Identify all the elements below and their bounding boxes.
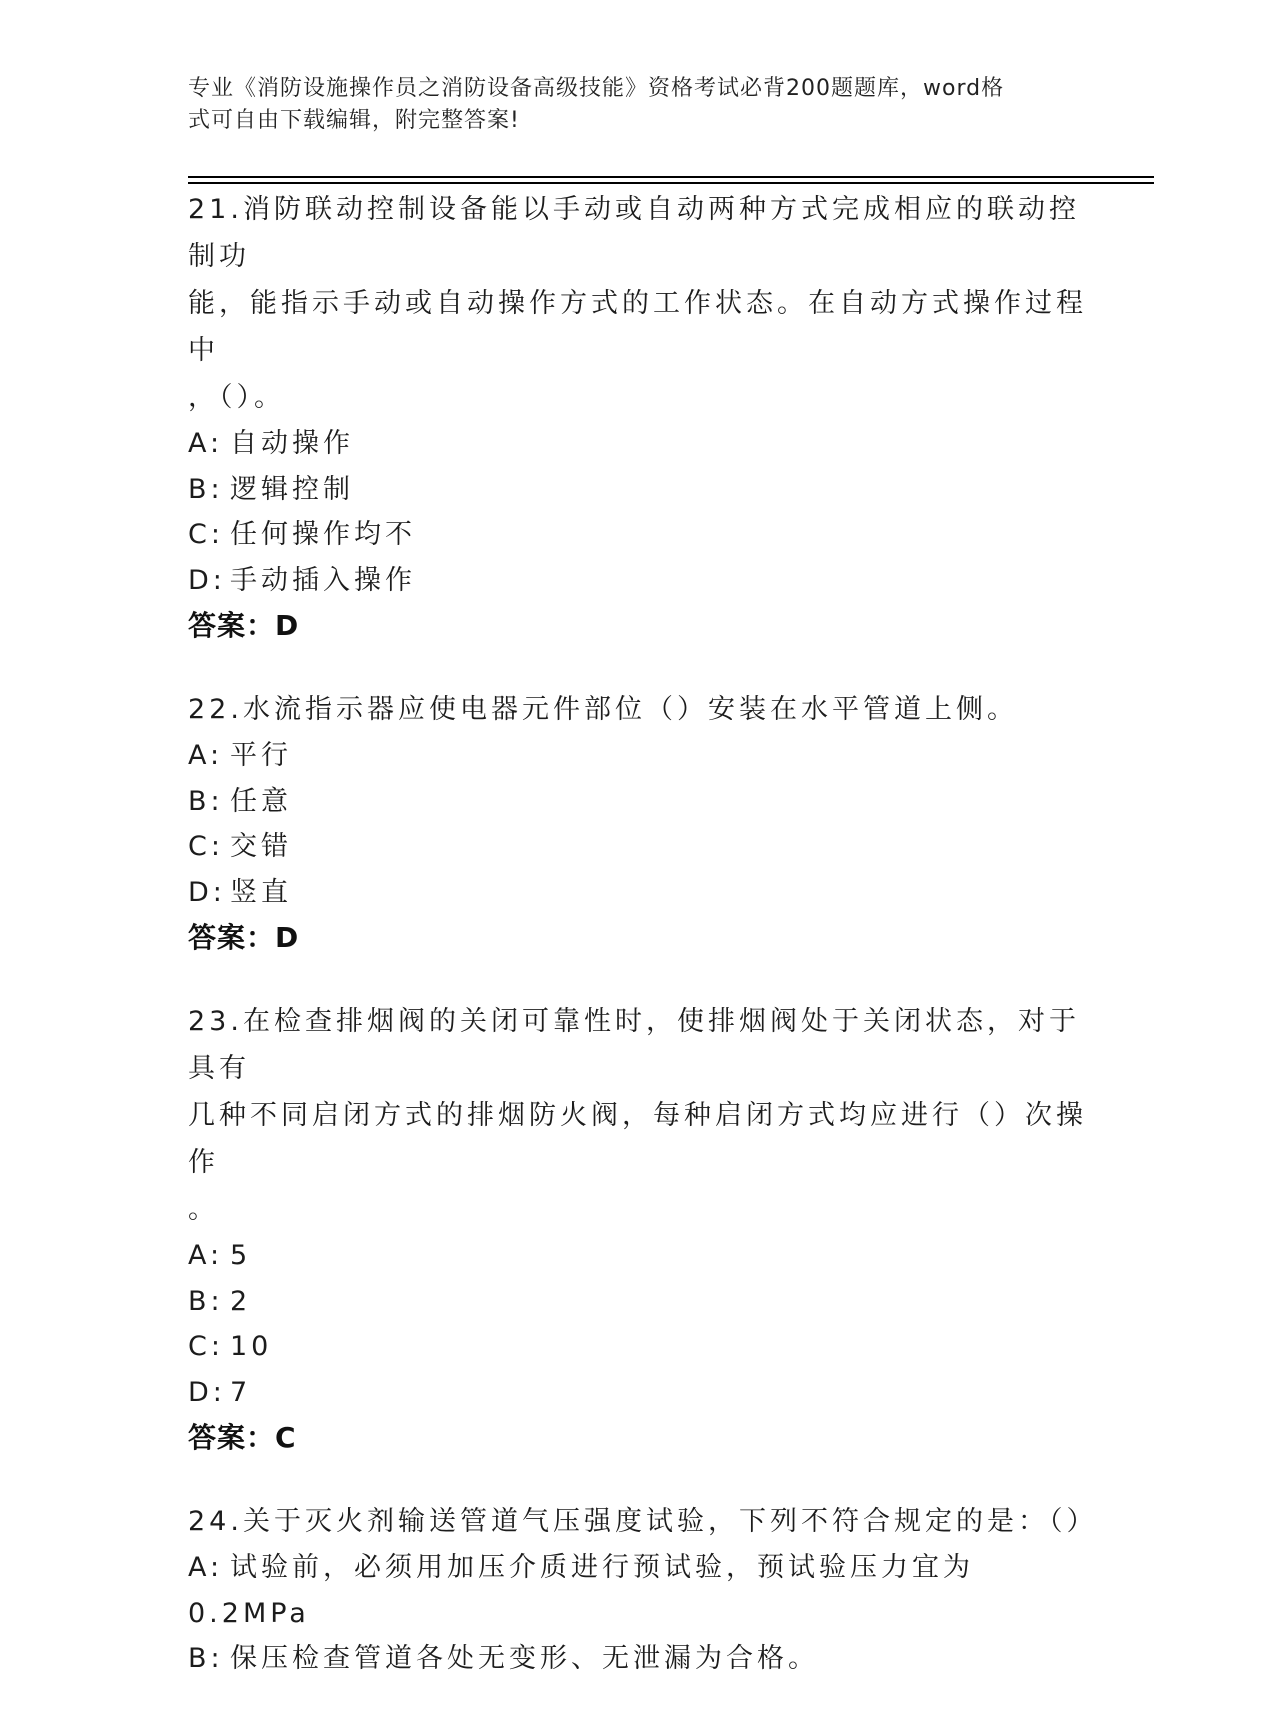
- question-stem-line: 几种不同启闭方式的排烟防火阀，每种启闭方式均应进行（）次操作: [188, 1100, 1087, 1178]
- option-key: C:: [188, 1331, 224, 1362]
- document-header: [188, 73, 1068, 137]
- option-key: D:: [188, 1376, 226, 1408]
- option-b: [188, 779, 1088, 825]
- option-text: 试验前，必须用加压介质进行预试验，预试验压力宜为0.2MPa: [188, 1552, 974, 1629]
- option-d: [188, 558, 1088, 604]
- option-text: 逻辑控制: [230, 473, 354, 505]
- question-24: [188, 1498, 1098, 1682]
- question-stem-line: 24.关于灭火剂输送管道气压强度试验，下列不符合规定的是：（）: [188, 1506, 1098, 1537]
- option-d: [188, 870, 1088, 916]
- question-list: [188, 186, 1098, 1720]
- option-text: 10: [230, 1331, 273, 1362]
- option-key: D:: [188, 564, 226, 596]
- question-23: [188, 998, 1088, 1460]
- answer-line: 答案：C: [188, 1421, 297, 1454]
- question-stem-line: 21.消防联动控制设备能以手动或自动两种方式完成相应的联动控制功: [188, 194, 1080, 272]
- question-stem-line: 。: [188, 1194, 219, 1225]
- option-a: [188, 421, 1088, 467]
- option-key: B:: [188, 785, 224, 817]
- option-b: [188, 467, 1088, 513]
- option-text: 竖直: [230, 876, 292, 908]
- option-b: [188, 1636, 1088, 1682]
- option-key: C:: [188, 519, 224, 550]
- option-text: 5: [230, 1240, 252, 1271]
- answer-line: 答案：D: [188, 921, 300, 954]
- option-c: [188, 1324, 1088, 1370]
- option-key: C:: [188, 831, 224, 862]
- option-key: A:: [188, 740, 224, 771]
- header-line-1: 专业《消防设施操作员之消防设备高级技能》资格考试必背200题题库，word格: [188, 76, 1005, 101]
- option-text: 任意: [230, 785, 292, 817]
- question-stem-line: 22.水流指示器应使电器元件部位（）安装在水平管道上侧。: [188, 694, 1018, 725]
- option-text: 自动操作: [230, 428, 354, 459]
- option-text: 交错: [230, 831, 292, 862]
- question-stem-line: ，（）。: [188, 382, 285, 413]
- option-key: A:: [188, 1552, 224, 1583]
- question-stem-line: 能，能指示手动或自动操作方式的工作状态。在自动方式操作过程中: [188, 288, 1087, 366]
- option-text: 2: [230, 1285, 252, 1317]
- option-b: [188, 1279, 1088, 1325]
- option-key: B:: [188, 473, 224, 505]
- option-c: [188, 824, 1088, 870]
- question-21: [188, 186, 1088, 648]
- option-a: [188, 733, 1088, 779]
- option-key: A:: [188, 1240, 224, 1271]
- header-divider-bottom: [188, 182, 1154, 184]
- question-stem-line: 23.在检查排烟阀的关闭可靠性时，使排烟阀处于关闭状态，对于具有: [188, 1006, 1080, 1084]
- option-key: D:: [188, 876, 226, 908]
- option-text: 任何操作均不: [230, 519, 416, 550]
- option-text: 平行: [230, 740, 292, 771]
- option-key: A:: [188, 428, 224, 459]
- option-a: [188, 1545, 1088, 1636]
- option-text: 手动插入操作: [230, 564, 416, 596]
- option-c: [188, 512, 1088, 558]
- option-a: [188, 1233, 1088, 1279]
- option-key: B:: [188, 1643, 224, 1674]
- answer-line: 答案：D: [188, 609, 300, 642]
- header-line-2: 式可自由下载编辑，附完整答案!: [188, 108, 520, 133]
- option-d: [188, 1370, 1088, 1416]
- question-22: [188, 686, 1088, 960]
- option-key: B:: [188, 1285, 224, 1317]
- header-divider-top: [188, 176, 1154, 178]
- option-text: 保压检查管道各处无变形、无泄漏为合格。: [230, 1643, 819, 1674]
- option-text: 7: [230, 1376, 252, 1408]
